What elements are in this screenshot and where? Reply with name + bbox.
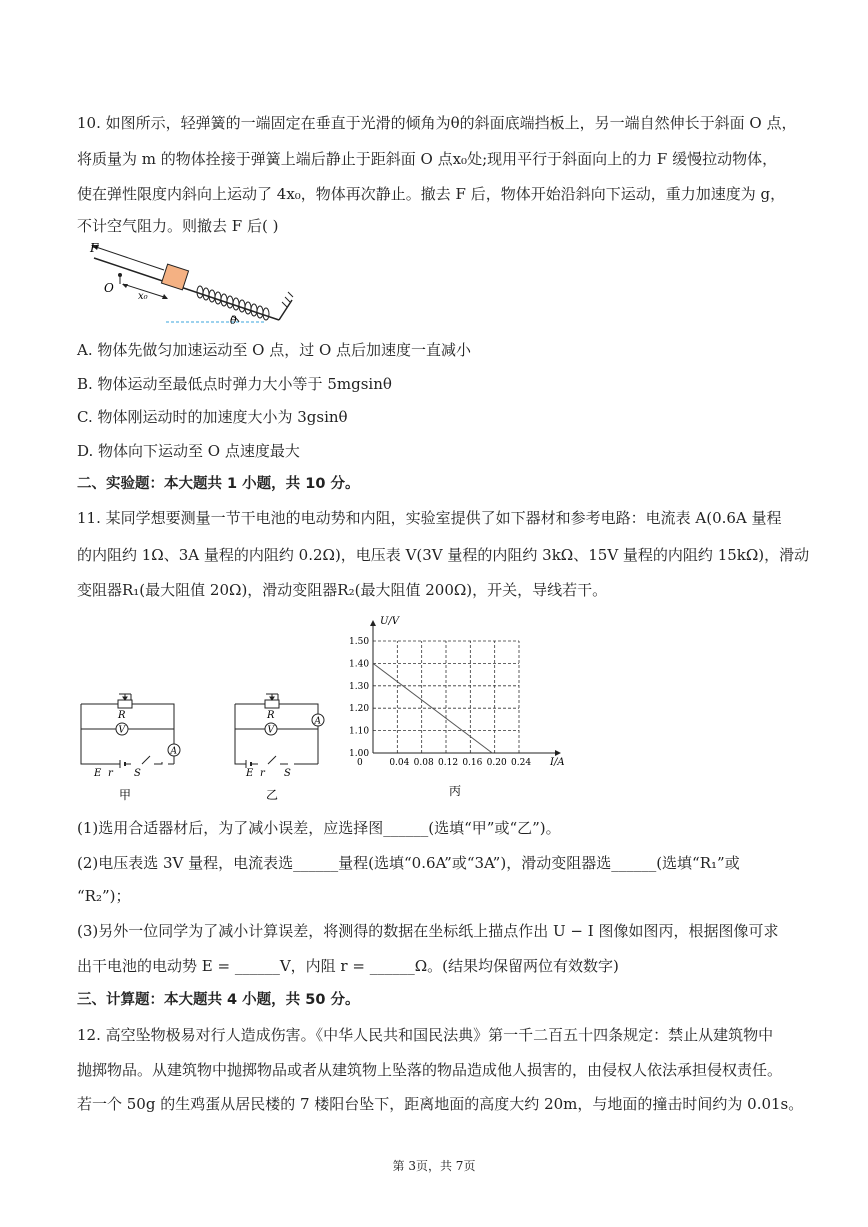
- x-tick-label: 0.16: [462, 758, 483, 768]
- resistance-label: r: [260, 768, 265, 779]
- force-label: F: [90, 241, 99, 255]
- q10-option-b: B. 物体运动至最低点时弹力大小等于 5mgsinθ: [77, 375, 392, 393]
- y-tick-label: 1.20: [349, 704, 370, 715]
- u-i-chart: [345, 612, 585, 804]
- point-o-label: O: [104, 281, 114, 295]
- x-tick-label: 0: [357, 758, 363, 768]
- voltmeter-icon: V: [118, 725, 125, 736]
- section-heading-experiment: 二、实验题：本大题共 1 小题，共 10 分。: [77, 476, 360, 492]
- y-tick-label: 1.50: [349, 637, 370, 647]
- q10-option-a: A. 物体先做匀加速运动至 O 点，过 O 点后加速度一直减小: [77, 341, 472, 359]
- x-tick-label: 0.08: [413, 758, 434, 768]
- q11-sub-3-cont: 出干电池的电动势 E = ______V，内阻 r = ______Ω。(结果均保留两位有效数字): [77, 957, 619, 975]
- y-tick-label: 1.30: [349, 681, 370, 692]
- voltmeter-icon: V: [267, 725, 274, 736]
- resistance-label: r: [108, 768, 113, 779]
- circuit-figure-jia: [74, 684, 184, 804]
- q11-sub-2: (2)电压表选 3V 量程，电流表选______量程(选填“0.6A”或“3A”)，滑动变阻器选______(选填“R₁”或: [77, 854, 740, 872]
- page-footer: 第 3页，共 7页: [392, 1159, 476, 1173]
- y-tick-label: 1.00: [349, 749, 370, 759]
- caption-bing: 丙: [449, 784, 462, 798]
- caption-jia: 甲: [119, 788, 132, 802]
- q10-option-c: C. 物体刚运动时的加速度大小为 3gsinθ: [77, 408, 348, 426]
- emf-label: E: [94, 768, 102, 779]
- q10-line-4: 不计空气阻力。则撤去 F 后( ): [77, 217, 279, 235]
- x-tick-label: 0.20: [486, 758, 507, 768]
- displacement-label: x₀: [138, 291, 148, 302]
- q11-line-3: 变阻器R₁(最大阻值 20Ω)，滑动变阻器R₂(最大阻值 200Ω)，开关，导线若干。: [77, 581, 608, 599]
- x-tick-label: 0.24: [511, 758, 532, 768]
- q12-line-3: 若一个 50g 的生鸡蛋从居民楼的 7 楼阳台坠下，距离地面的高度大约 20m，与地面的撞击时间约为 0.01s。: [77, 1095, 804, 1113]
- angle-label: θ: [230, 314, 237, 327]
- y-tick-label: 1.10: [349, 726, 370, 737]
- ammeter-icon: A: [170, 746, 177, 757]
- q12-line-2: 抛掷物品。从建筑物中抛掷物品或者从建筑物上坠落的物品造成他人损害的，由侵权人依法承担侵权责任。: [77, 1061, 783, 1079]
- q11-line-2: 的内阻约 1Ω、3A 量程的内阻约 0.2Ω)，电压表 V(3V 量程的内阻约 3kΩ、15V 量程的内阻约 15kΩ)，滑动: [77, 546, 810, 564]
- x-tick-label: 0.04: [389, 758, 410, 768]
- q11-line-1: 11. 某同学想要测量一节干电池的电动势和内阻，实验室提供了如下器材和参考电路：电流表 A(0.6A 量程: [77, 509, 782, 527]
- rheostat-label: R: [118, 710, 126, 721]
- y-axis-arrow: [370, 620, 376, 626]
- q11-sub-2-cont: “R₂”)；: [77, 887, 131, 905]
- ammeter-icon: A: [314, 716, 321, 727]
- y-tick-label: 1.40: [349, 659, 370, 670]
- q12-line-1: 12. 高空坠物极易对行人造成伤害。《中华人民共和国民法典》第一千二百五十四条规定：禁止从建筑物中: [77, 1026, 774, 1044]
- chart-grid: [373, 641, 519, 753]
- q10-line-2: 将质量为 m 的物体拴接于弹簧上端后静止于距斜面 O 点x₀处;现用平行于斜面向上的力 F 缓慢拉动物体，: [77, 150, 778, 168]
- switch-label: S: [284, 768, 291, 779]
- caption-yi: 乙: [266, 788, 279, 802]
- q11-sub-3: (3)另外一位同学为了减小计算误差，将测得的数据在坐标纸上描点作出 U − I 图像如图丙，根据图像可求: [77, 922, 779, 940]
- switch-label: S: [134, 768, 141, 779]
- rheostat-label: R: [267, 710, 275, 721]
- section-heading-calculation: 三、计算题：本大题共 4 小题，共 50 分。: [77, 992, 360, 1008]
- emf-label: E: [246, 768, 254, 779]
- incline-spring-figure: [82, 238, 302, 330]
- q10-line-3: 使在弹性限度内斜向上运动了 4x₀，物体再次静止。撤去 F 后，物体开始沿斜向下运动，重力加速度为 g，: [77, 185, 786, 203]
- q10-line-1: 10. 如图所示，轻弹簧的一端固定在垂直于光滑的倾角为θ的斜面底端挡板上，另一端自然伸长于斜面 O 点，: [77, 114, 797, 132]
- y-axis-label: U/V: [380, 616, 400, 627]
- q10-option-d: D. 物体向下运动至 O 点速度最大: [77, 442, 300, 460]
- circuit-figure-yi: [228, 684, 338, 804]
- x-axis-arrow: [555, 750, 561, 756]
- x-tick-label: 0.12: [438, 758, 459, 768]
- q11-sub-1: (1)选用合适器材后，为了减小误差，应选择图______(选填“甲”或“乙”)。: [77, 819, 561, 837]
- x-axis-label: I/A: [550, 757, 565, 768]
